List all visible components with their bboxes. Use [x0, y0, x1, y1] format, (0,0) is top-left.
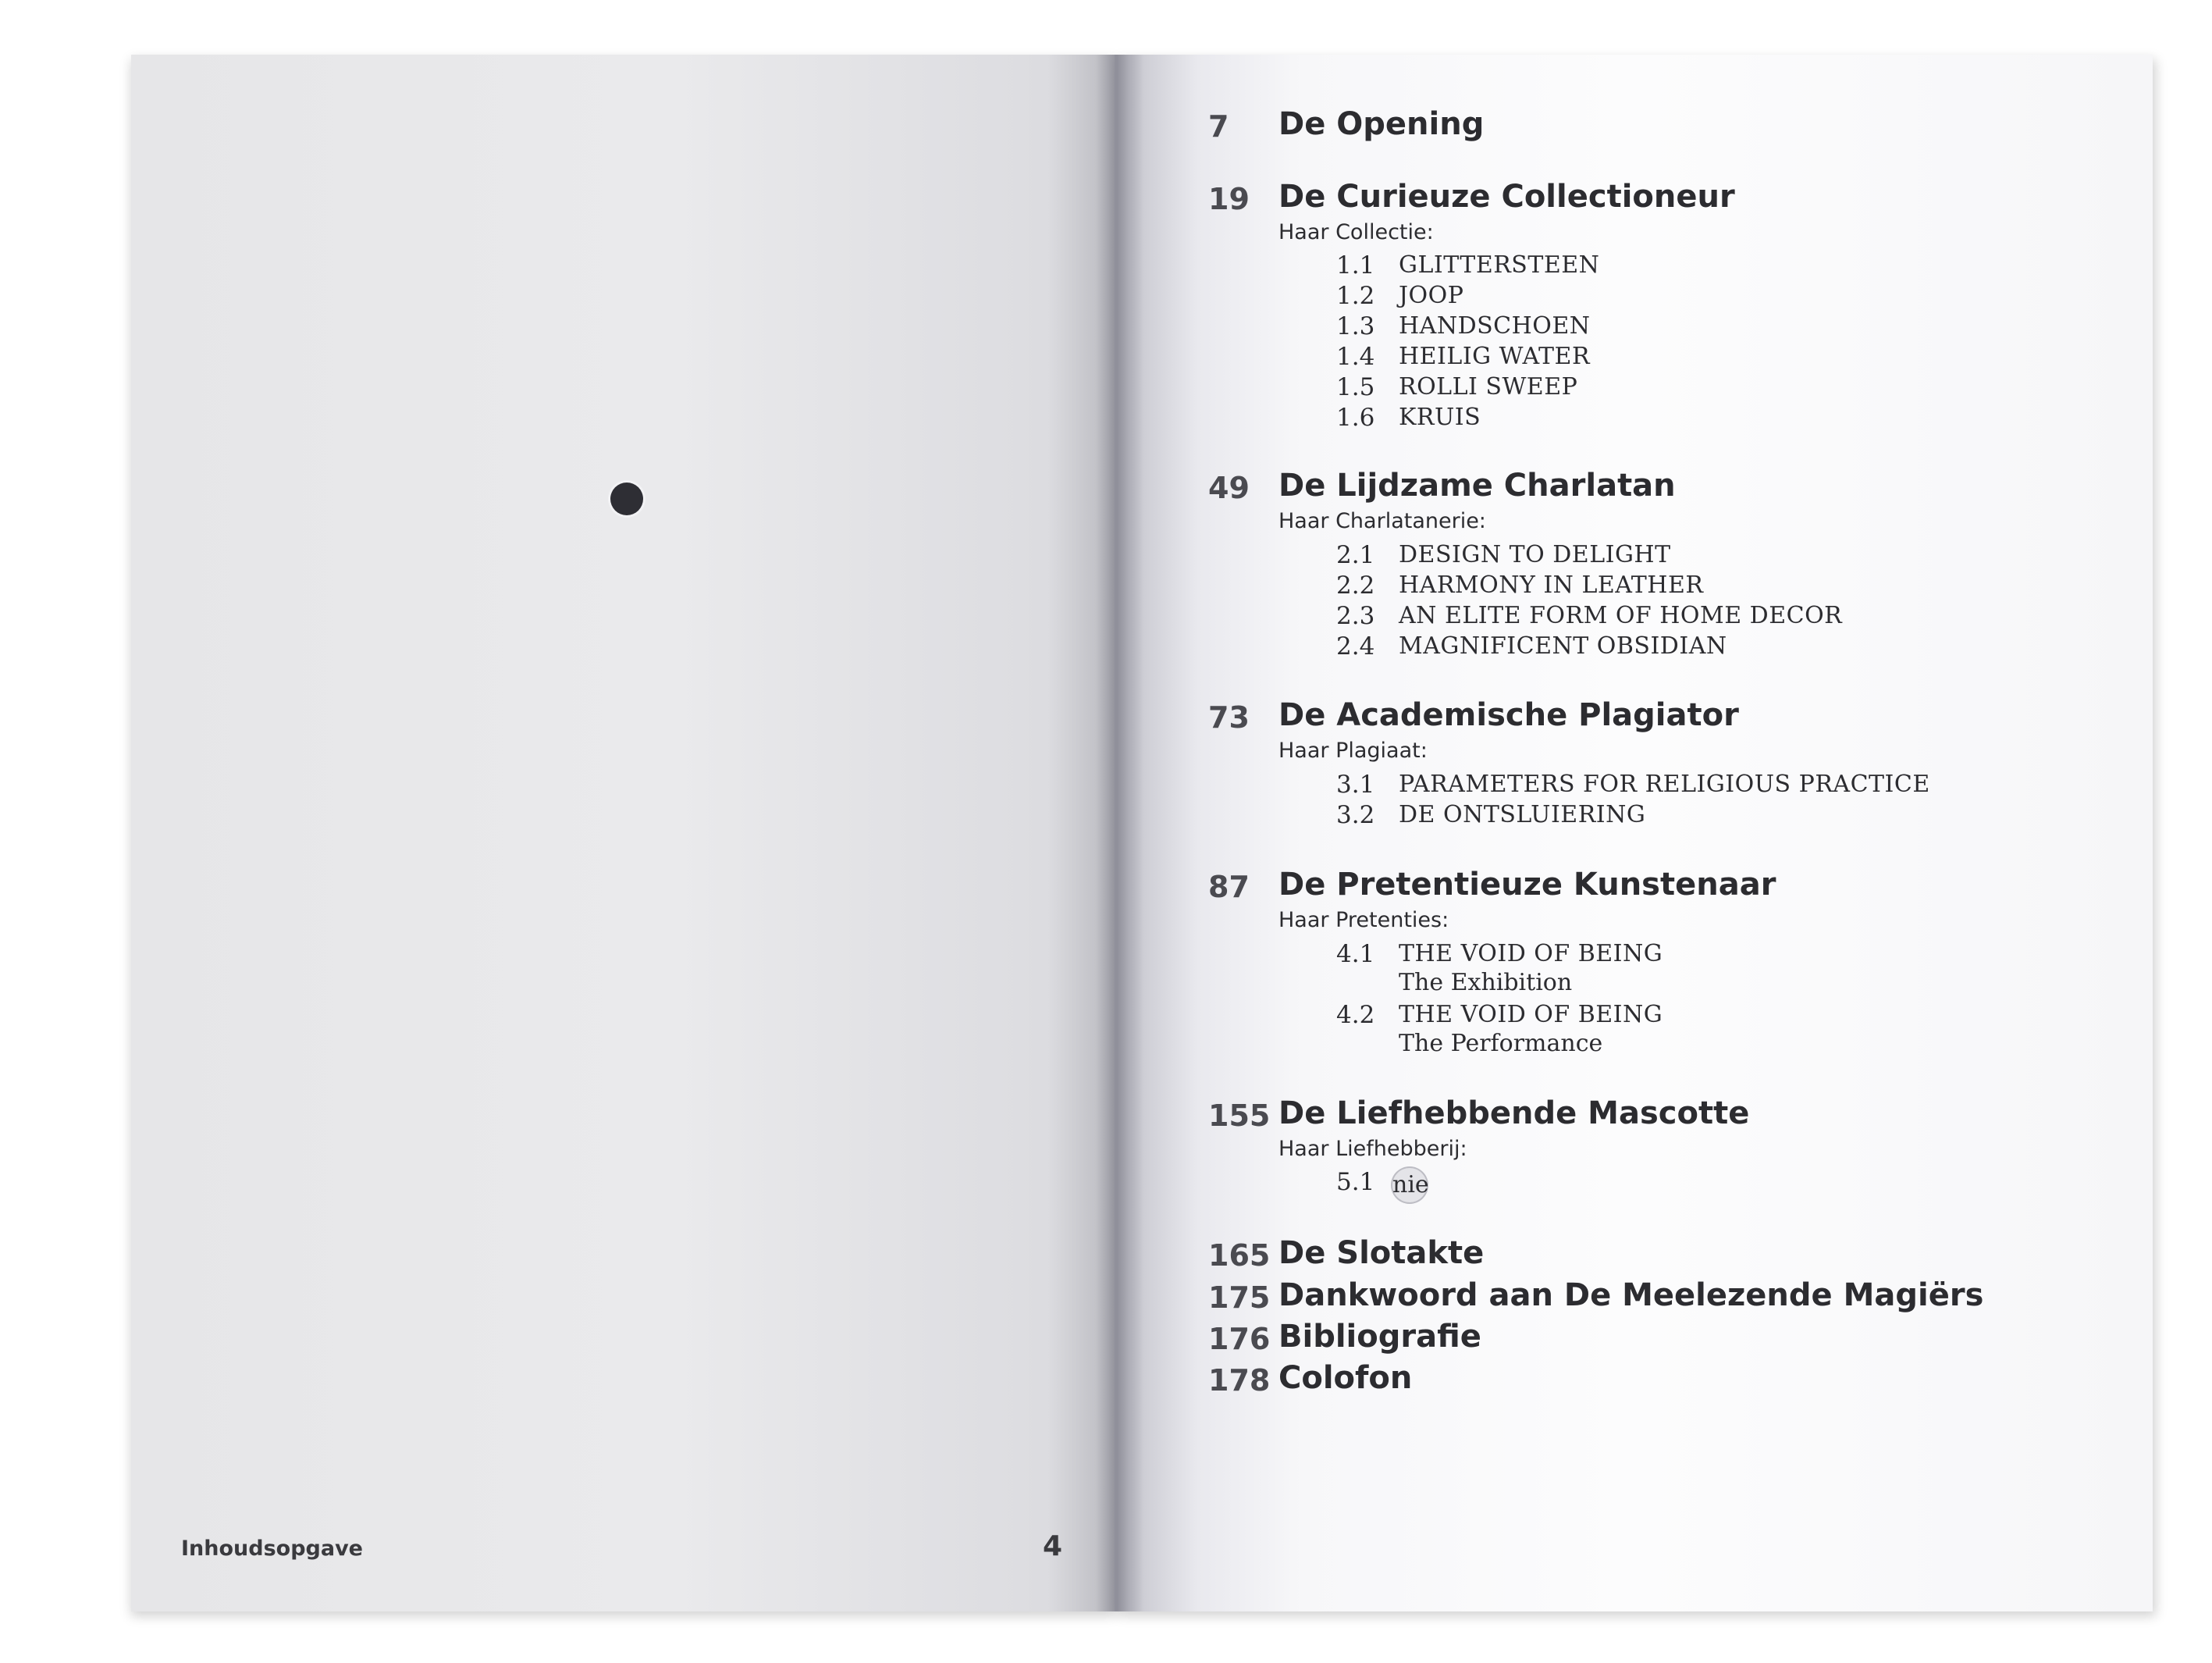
punched-hole — [610, 483, 643, 515]
toc-chapter-title: Colofon — [1278, 1360, 1413, 1396]
toc-page-number: 19 — [1208, 182, 1250, 216]
toc-item-number: 1.5 — [1336, 373, 1375, 401]
book-gutter — [1096, 55, 1143, 1611]
toc-item-label: THE VOID OF BEING — [1399, 1001, 1663, 1028]
running-footer: Inhoudsopgave — [181, 1537, 363, 1561]
toc-page-number: 175 — [1208, 1280, 1271, 1315]
toc-item-number: 1.2 — [1336, 282, 1375, 310]
toc-item-label: MAGNIFICENT OBSIDIAN — [1399, 632, 1727, 660]
toc-item-label: DESIGN TO DELIGHT — [1399, 541, 1671, 568]
toc-item-label: GLITTERSTEEN — [1399, 251, 1600, 279]
toc-item-number: 1.6 — [1336, 404, 1375, 432]
toc-item-sublabel: The Exhibition — [1399, 969, 1573, 996]
toc-chapter-title: De Slotakte — [1278, 1235, 1485, 1271]
toc-item-number: 2.4 — [1336, 632, 1375, 661]
toc-item-number: 5.1 — [1336, 1168, 1375, 1196]
toc-page-number: 165 — [1208, 1238, 1271, 1273]
toc-chapter-subtitle: Haar Liefhebberij: — [1278, 1137, 1467, 1161]
toc-chapter-title: De Academische Plagiator — [1278, 697, 1739, 733]
toc-item-label: HARMONY IN LEATHER — [1399, 572, 1704, 599]
toc-item-number: 3.2 — [1336, 801, 1375, 829]
toc-item-label: ROLLI SWEEP — [1399, 373, 1578, 401]
toc-item-number: 4.1 — [1336, 940, 1375, 968]
toc-item-label: nie — [1392, 1171, 1429, 1198]
toc-item-number: 1.1 — [1336, 251, 1375, 280]
toc-chapter-title: Bibliografie — [1278, 1319, 1481, 1355]
toc-item-number: 1.3 — [1336, 312, 1375, 340]
right-page — [1115, 55, 2153, 1611]
toc-page-number: 7 — [1208, 109, 1229, 144]
toc-page-number: 176 — [1208, 1322, 1271, 1356]
toc-item-number: 1.4 — [1336, 343, 1375, 371]
toc-chapter-subtitle: Haar Pretenties: — [1278, 908, 1449, 932]
toc-chapter-title: De Liefhebbende Mascotte — [1278, 1095, 1750, 1131]
toc-chapter-title: De Opening — [1278, 106, 1485, 142]
toc-item-label: PARAMETERS FOR RELIGIOUS PRACTICE — [1399, 771, 1930, 798]
toc-page-number: 178 — [1208, 1363, 1271, 1398]
toc-item-label: THE VOID OF BEING — [1399, 940, 1663, 967]
toc-item-number: 2.1 — [1336, 541, 1375, 569]
toc-page-number: 87 — [1208, 870, 1250, 904]
toc-item-label: AN ELITE FORM OF HOME DECOR — [1399, 602, 1843, 629]
left-page — [131, 55, 1116, 1611]
toc-page-number: 49 — [1208, 471, 1250, 505]
toc-item-label: DE ONTSLUIERING — [1399, 801, 1646, 828]
toc-item-number: 2.3 — [1336, 602, 1375, 630]
toc-item-number: 3.1 — [1336, 771, 1375, 799]
toc-item-label: KRUIS — [1399, 404, 1481, 431]
toc-item-number: 4.2 — [1336, 1001, 1375, 1029]
toc-item-number: 2.2 — [1336, 572, 1375, 600]
toc-chapter-title: De Lijdzame Charlatan — [1278, 468, 1676, 504]
toc-page-number: 73 — [1208, 700, 1250, 735]
page-number: 4 — [1043, 1530, 1063, 1562]
toc-item-label: HANDSCHOEN — [1399, 312, 1591, 340]
toc-chapter-title: Dankwoord aan De Meelezende Magiërs — [1278, 1277, 1984, 1313]
toc-item-label: HEILIG WATER — [1399, 343, 1591, 370]
toc-page-number: 155 — [1208, 1099, 1271, 1133]
toc-chapter-subtitle: Haar Collectie: — [1278, 220, 1434, 244]
toc-chapter-title: De Pretentieuze Kunstenaar — [1278, 867, 1776, 903]
toc-chapter-subtitle: Haar Plagiaat: — [1278, 739, 1428, 763]
toc-chapter-subtitle: Haar Charlatanerie: — [1278, 509, 1486, 533]
toc-item-label: JOOP — [1399, 282, 1464, 309]
toc-item-sublabel: The Performance — [1399, 1030, 1603, 1057]
toc-chapter-title: De Curieuze Collectioneur — [1278, 179, 1735, 215]
